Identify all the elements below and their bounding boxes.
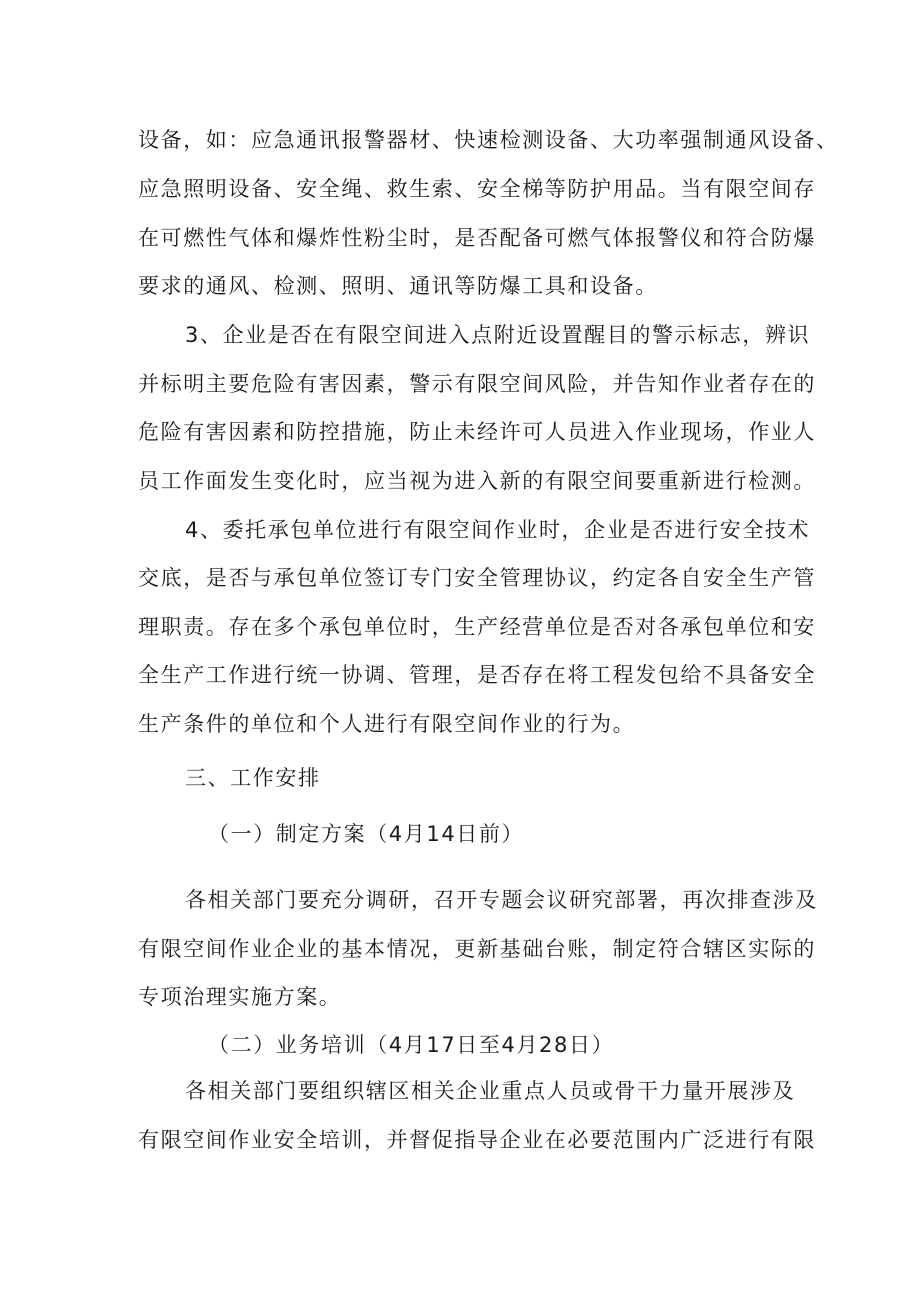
body-line: 在可燃性气体和爆炸性粉尘时，是否配备可燃气体报警仪和符合防爆	[138, 226, 816, 250]
body-line: 员工作面发生变化时，应当视为进入新的有限空间要重新进行检测。	[138, 469, 816, 493]
body-line: 理职责。存在多个承包单位时，生产经营单位是否对各承包单位和安	[138, 615, 816, 639]
body-line: 要求的通风、检测、照明、通讯等防爆工具和设备。	[138, 274, 658, 298]
body-line: 专项治理实施方案。	[138, 985, 342, 1009]
paragraph-item-4: 4、委托承包单位进行有限空间作业时，企业是否进行安全技术	[185, 518, 811, 542]
body-line: 全生产工作进行统一协调、管理，是否存在将工程发包给不具备安全	[138, 663, 816, 687]
body-line: 交底，是否与承包单位签订专门安全管理协议，约定各自安全生产管	[138, 566, 816, 590]
body-line: 有限空间作业企业的基本情况，更新基础台账，制定符合辖区实际的	[138, 937, 816, 961]
body-line: 应急照明设备、安全绳、救生索、安全梯等防护用品。当有限空间存	[138, 177, 816, 201]
paragraph-first-line: 各相关部门要组织辖区相关企业重点人员或骨干力量开展涉及	[185, 1079, 796, 1103]
paragraph-item-3: 3、企业是否在有限空间进入点附近设置醒目的警示标志，辨识	[185, 323, 811, 347]
body-line: 并标明主要危险有害因素，警示有限空间风险，并告知作业者存在的	[138, 372, 816, 396]
subsection-heading: （二）业务培训（4月17日至4月28日）	[208, 1033, 615, 1057]
subsection-heading: （一）制定方案（4月14日前）	[208, 822, 525, 846]
body-line: 有限空间作业安全培训，并督促指导企业在必要范围内广泛进行有限	[138, 1128, 816, 1152]
body-line: 生产条件的单位和个人进行有限空间作业的行为。	[138, 712, 636, 736]
body-line: 设备，如：应急通讯报警器材、快速检测设备、大功率强制通风设备、	[138, 128, 839, 152]
section-heading: 三、工作安排	[185, 766, 321, 790]
paragraph-first-line: 各相关部门要充分调研，召开专题会议研究部署，再次排查涉及	[185, 888, 818, 912]
body-line: 危险有害因素和防控措施，防止未经许可人员进入作业现场，作业人	[138, 420, 816, 444]
